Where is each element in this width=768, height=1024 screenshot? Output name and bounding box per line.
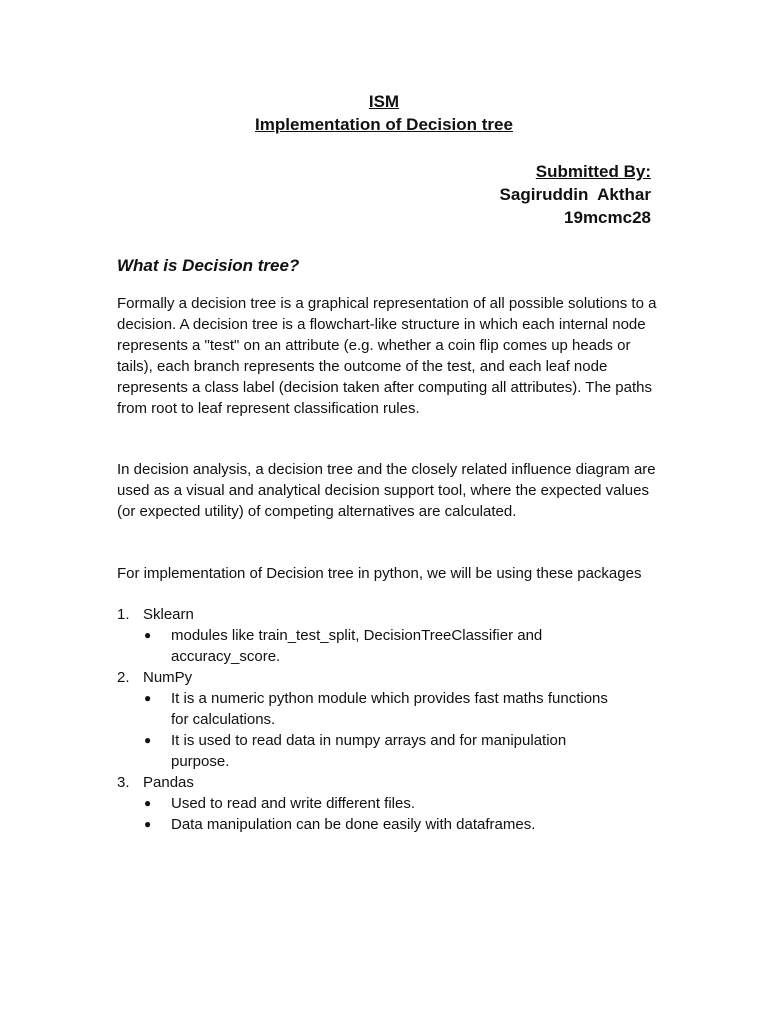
submission-block xyxy=(500,160,651,229)
package-name: NumPy xyxy=(143,669,193,686)
bullet-item xyxy=(117,625,657,667)
author-name: Sagiruddin Akthar xyxy=(499,185,651,204)
list-number: 1. xyxy=(117,606,130,623)
package-list xyxy=(117,604,657,835)
list-item-sklearn xyxy=(117,604,657,625)
list-item-pandas xyxy=(117,772,657,793)
bullet-dot-icon: ● xyxy=(144,796,152,810)
bullet-text: It is used to read data in numpy arrays and for manipulation purpose. xyxy=(171,732,567,770)
submitted-by-label: Submitted By: xyxy=(535,162,651,181)
bullet-item xyxy=(117,814,657,835)
list-number: 3. xyxy=(117,774,130,791)
roll-number: 19mcmc28 xyxy=(564,208,651,227)
bullet-dot-icon: ● xyxy=(144,691,152,705)
document-title xyxy=(0,90,768,136)
bullet-item xyxy=(117,688,657,730)
bullet-dot-icon: ● xyxy=(144,733,152,747)
bullet-item xyxy=(117,730,657,772)
list-item-numpy xyxy=(117,667,657,688)
assignment-title: Implementation of Decision tree xyxy=(255,115,513,134)
paragraph-decision-analysis: In decision analysis, a decision tree and the closely related influence diagram are used as a visual and analytical decision support tool, where the expected values (or expected utility) of competing alternatives are calculated. xyxy=(117,461,656,520)
bullet-text: It is a numeric python module which provides fast maths functions for calculations. xyxy=(171,690,608,728)
bullet-text: Used to read and write different files. xyxy=(171,795,416,812)
paragraph-definition: Formally a decision tree is a graphical representation of all possible solutions to a decision. A decision tree is a flowchart-like structure in which each internal node represents a "test" on an attribute (e.g. whether a coin flip comes up heads or tails), each branch represents the outcome of the test, and each leaf node represents a class label (decision taken after computing all attributes). The paths from root to leaf represent classification rules. xyxy=(117,295,657,417)
course-title: ISM xyxy=(368,92,400,111)
package-name: Pandas xyxy=(143,774,194,791)
section-heading: What is Decision tree? xyxy=(117,256,300,275)
bullet-dot-icon: ● xyxy=(144,628,152,642)
bullet-dot-icon: ● xyxy=(144,817,152,831)
bullet-text: modules like train_test_split, DecisionTreeClassifier and accuracy_score. xyxy=(171,627,543,665)
bullet-text: Data manipulation can be done easily with dataframes. xyxy=(171,816,536,833)
paragraph-implementation: For implementation of Decision tree in python, we will be using these packages xyxy=(117,565,642,582)
bullet-item xyxy=(117,793,657,814)
package-name: Sklearn xyxy=(143,606,194,623)
list-number: 2. xyxy=(117,669,130,686)
